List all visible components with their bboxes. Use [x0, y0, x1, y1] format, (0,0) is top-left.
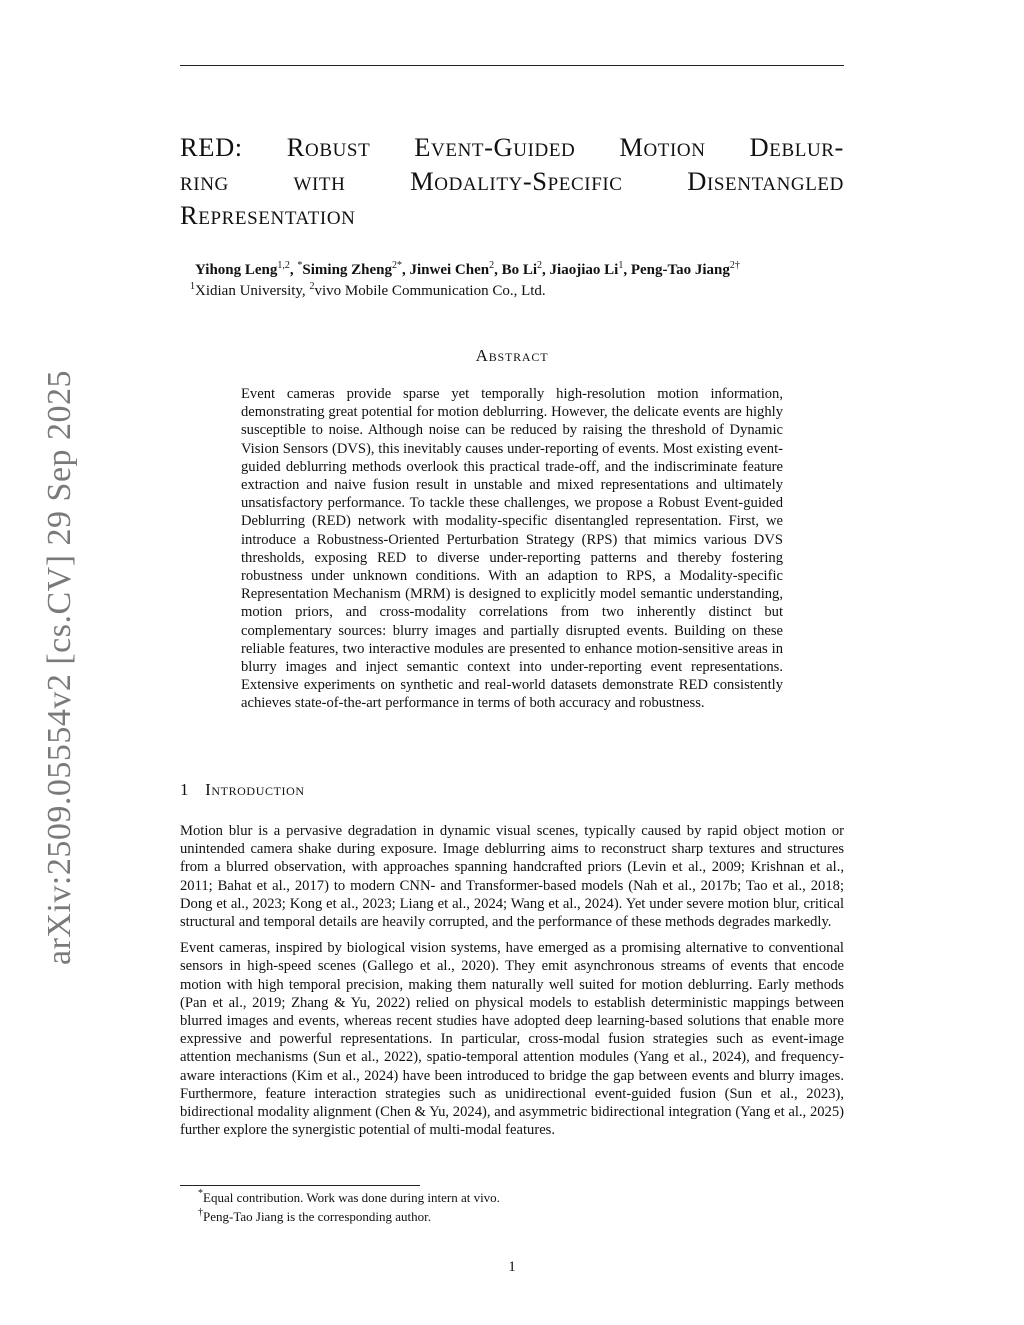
title-word: RED:: [180, 132, 243, 162]
author-affil-mark: 2*: [392, 260, 403, 271]
title-word: Event-Guided: [414, 132, 576, 162]
author: [502, 262, 550, 278]
title-line-1: [180, 130, 844, 164]
footnote-mark: *: [198, 1188, 203, 1199]
affiliations: [190, 281, 840, 301]
author-separator: ,: [402, 262, 410, 278]
title-word: Disentangled: [687, 166, 844, 196]
abstract-heading: Abstract: [475, 346, 549, 365]
author: [631, 262, 740, 278]
author-name: Siming Zheng: [302, 262, 393, 278]
title-line-2: [180, 164, 844, 198]
affil-text: vivo Mobile Communication Co., Ltd.: [314, 283, 546, 299]
author-affil-mark: 1,2: [277, 260, 290, 271]
author-equal-mark: *: [297, 260, 303, 271]
author-affil-mark: 1: [618, 260, 624, 271]
title-word: Robust: [286, 132, 371, 162]
author: [195, 262, 297, 278]
footnote-rule: [180, 1185, 420, 1186]
affil-mark: 1: [190, 281, 195, 292]
author-name: Peng-Tao Jiang: [630, 262, 730, 278]
affil-mark: 2: [309, 281, 315, 292]
author-affil-mark: 2: [537, 260, 543, 271]
page-number: 1: [508, 1259, 516, 1275]
footnote-text: Peng-Tao Jiang is the corresponding author.: [203, 1209, 431, 1224]
author: [297, 262, 409, 278]
author-separator: ,: [623, 262, 631, 278]
section-title: Introduction: [205, 780, 305, 799]
paragraph: Event cameras, inspired by biological vision systems, have emerged as a promising alternative to conventional sensors in high-speed scenes (Gallego et al., 2020). They emit asynchronous streams of events that encode motion with high temporal precision, making them naturally well suited for motion deblurring. Early methods (Pan et al., 2019; Zhang & Yu, 2022) relied on physical models to establish deterministic mappings between blurred images and events, whereas recent studies have adopted deep learning-based solutions that enable more expressive and powerful representations. In particular, cross-modal fusion strategies such as event-image attention mechanisms (Sun et al., 2022), spatio-temporal attention modules (Yang et al., 2024), and frequency-aware interactions (Kim et al., 2024) have been introduced to bridge the gap between events and blurry images. Furthermore, feature interaction strategies such as unidirectional event-guided fusion (Sun et al., 2023), bidirectional modality alignment (Chen & Yu, 2024), and asymmetric bidirectional integration (Yang et al., 2025) further explore the synergistic potential of multi-modal features.: [180, 940, 844, 1139]
author-separator: ,: [494, 262, 502, 278]
footnote-mark: †: [198, 1207, 203, 1218]
author-name: Jinwei Chen: [409, 262, 490, 278]
author-separator: ,: [289, 262, 298, 278]
introduction-body: [180, 822, 844, 1147]
author-list: [195, 260, 845, 280]
author-affil-mark: 2: [489, 260, 495, 271]
author-name: Bo Li: [501, 262, 538, 278]
title-word: ring: [180, 166, 229, 196]
paper-title: [180, 130, 844, 232]
author: [410, 262, 502, 278]
arxiv-side-label: arXiv:2509.05554v2 [cs.CV] 29 Sep 2025: [41, 369, 78, 965]
affil-text: Xidian University,: [195, 283, 310, 299]
footnote-text: Equal contribution. Work was done during intern at vivo.: [203, 1190, 500, 1205]
author: [550, 262, 631, 278]
author-name: Jiaojiao Li: [549, 262, 619, 278]
section-heading: [180, 780, 305, 800]
title-word: Modality-Specific: [410, 166, 623, 196]
footnote: [198, 1190, 500, 1206]
abstract-body: Event cameras provide sparse yet temporally high-resolution motion information, demonstrating great potential for motion deblurring. However, the delicate events are highly susceptible to noise. Although noise can be reduced by raising the threshold of Dynamic Vision Sensors (DVS), this inevitably causes under-reporting of events. Most existing event-guided deblurring methods overlook this practical trade-off, and the indiscriminate feature extraction and naive fusion result in unstable and mixed representations and ultimately unsatisfactory performance. To tackle these challenges, we propose a Robust Event-guided Deblurring (RED) network with modality-specific disentangled representation. First, we introduce a Robustness-Oriented Perturbation Strategy (RPS) that mimics various DVS thresholds, exposing RED to diverse under-reporting patterns and thereby fostering robustness under unknown conditions. With an adaption to RPS, a Modality-specific Representation Mechanism (MRM) is designed to explicitly model semantic understanding, motion priors, and cross-modality correlations from two inherently distinct but complementary sources: blurry images and partially disrupted events. Building on these reliable features, two interactive modules are presented to enhance motion-sensitive areas in blurry images and inject semantic context into under-reporting event representations. Extensive experiments on synthetic and real-world datasets demonstrate RED consistently achieves state-of-the-art performance in terms of both accuracy and robustness.: [241, 386, 783, 712]
section-number: 1: [180, 780, 190, 799]
author-affil-mark: 2†: [729, 260, 740, 271]
title-word: with: [293, 166, 346, 196]
paragraph: Motion blur is a pervasive degradation in dynamic visual scenes, typically caused by rapid object motion or unintended camera shake during exposure. Image deblurring aims to reconstruct sharp textures and structures from a blurred observation, with approaches spanning handcrafted priors (Levin et al., 2009; Krishnan et al., 2011; Bahat et al., 2017) to modern CNN- and Transformer-based models (Nah et al., 2017b; Tao et al., 2018; Dong et al., 2023; Kong et al., 2023; Liang et al., 2024; Wang et al., 2024). Yet under severe motion blur, critical structural and temporal details are heavily corrupted, and the performance of these methods degrades markedly.: [180, 823, 844, 931]
author-separator: ,: [542, 262, 550, 278]
title-line-3: Representation: [180, 200, 356, 230]
footnote: [198, 1209, 431, 1225]
top-rule: [180, 65, 844, 66]
author-name: Yihong Leng: [195, 262, 278, 278]
title-word: Deblur-: [749, 132, 844, 162]
title-word: Motion: [619, 132, 706, 162]
